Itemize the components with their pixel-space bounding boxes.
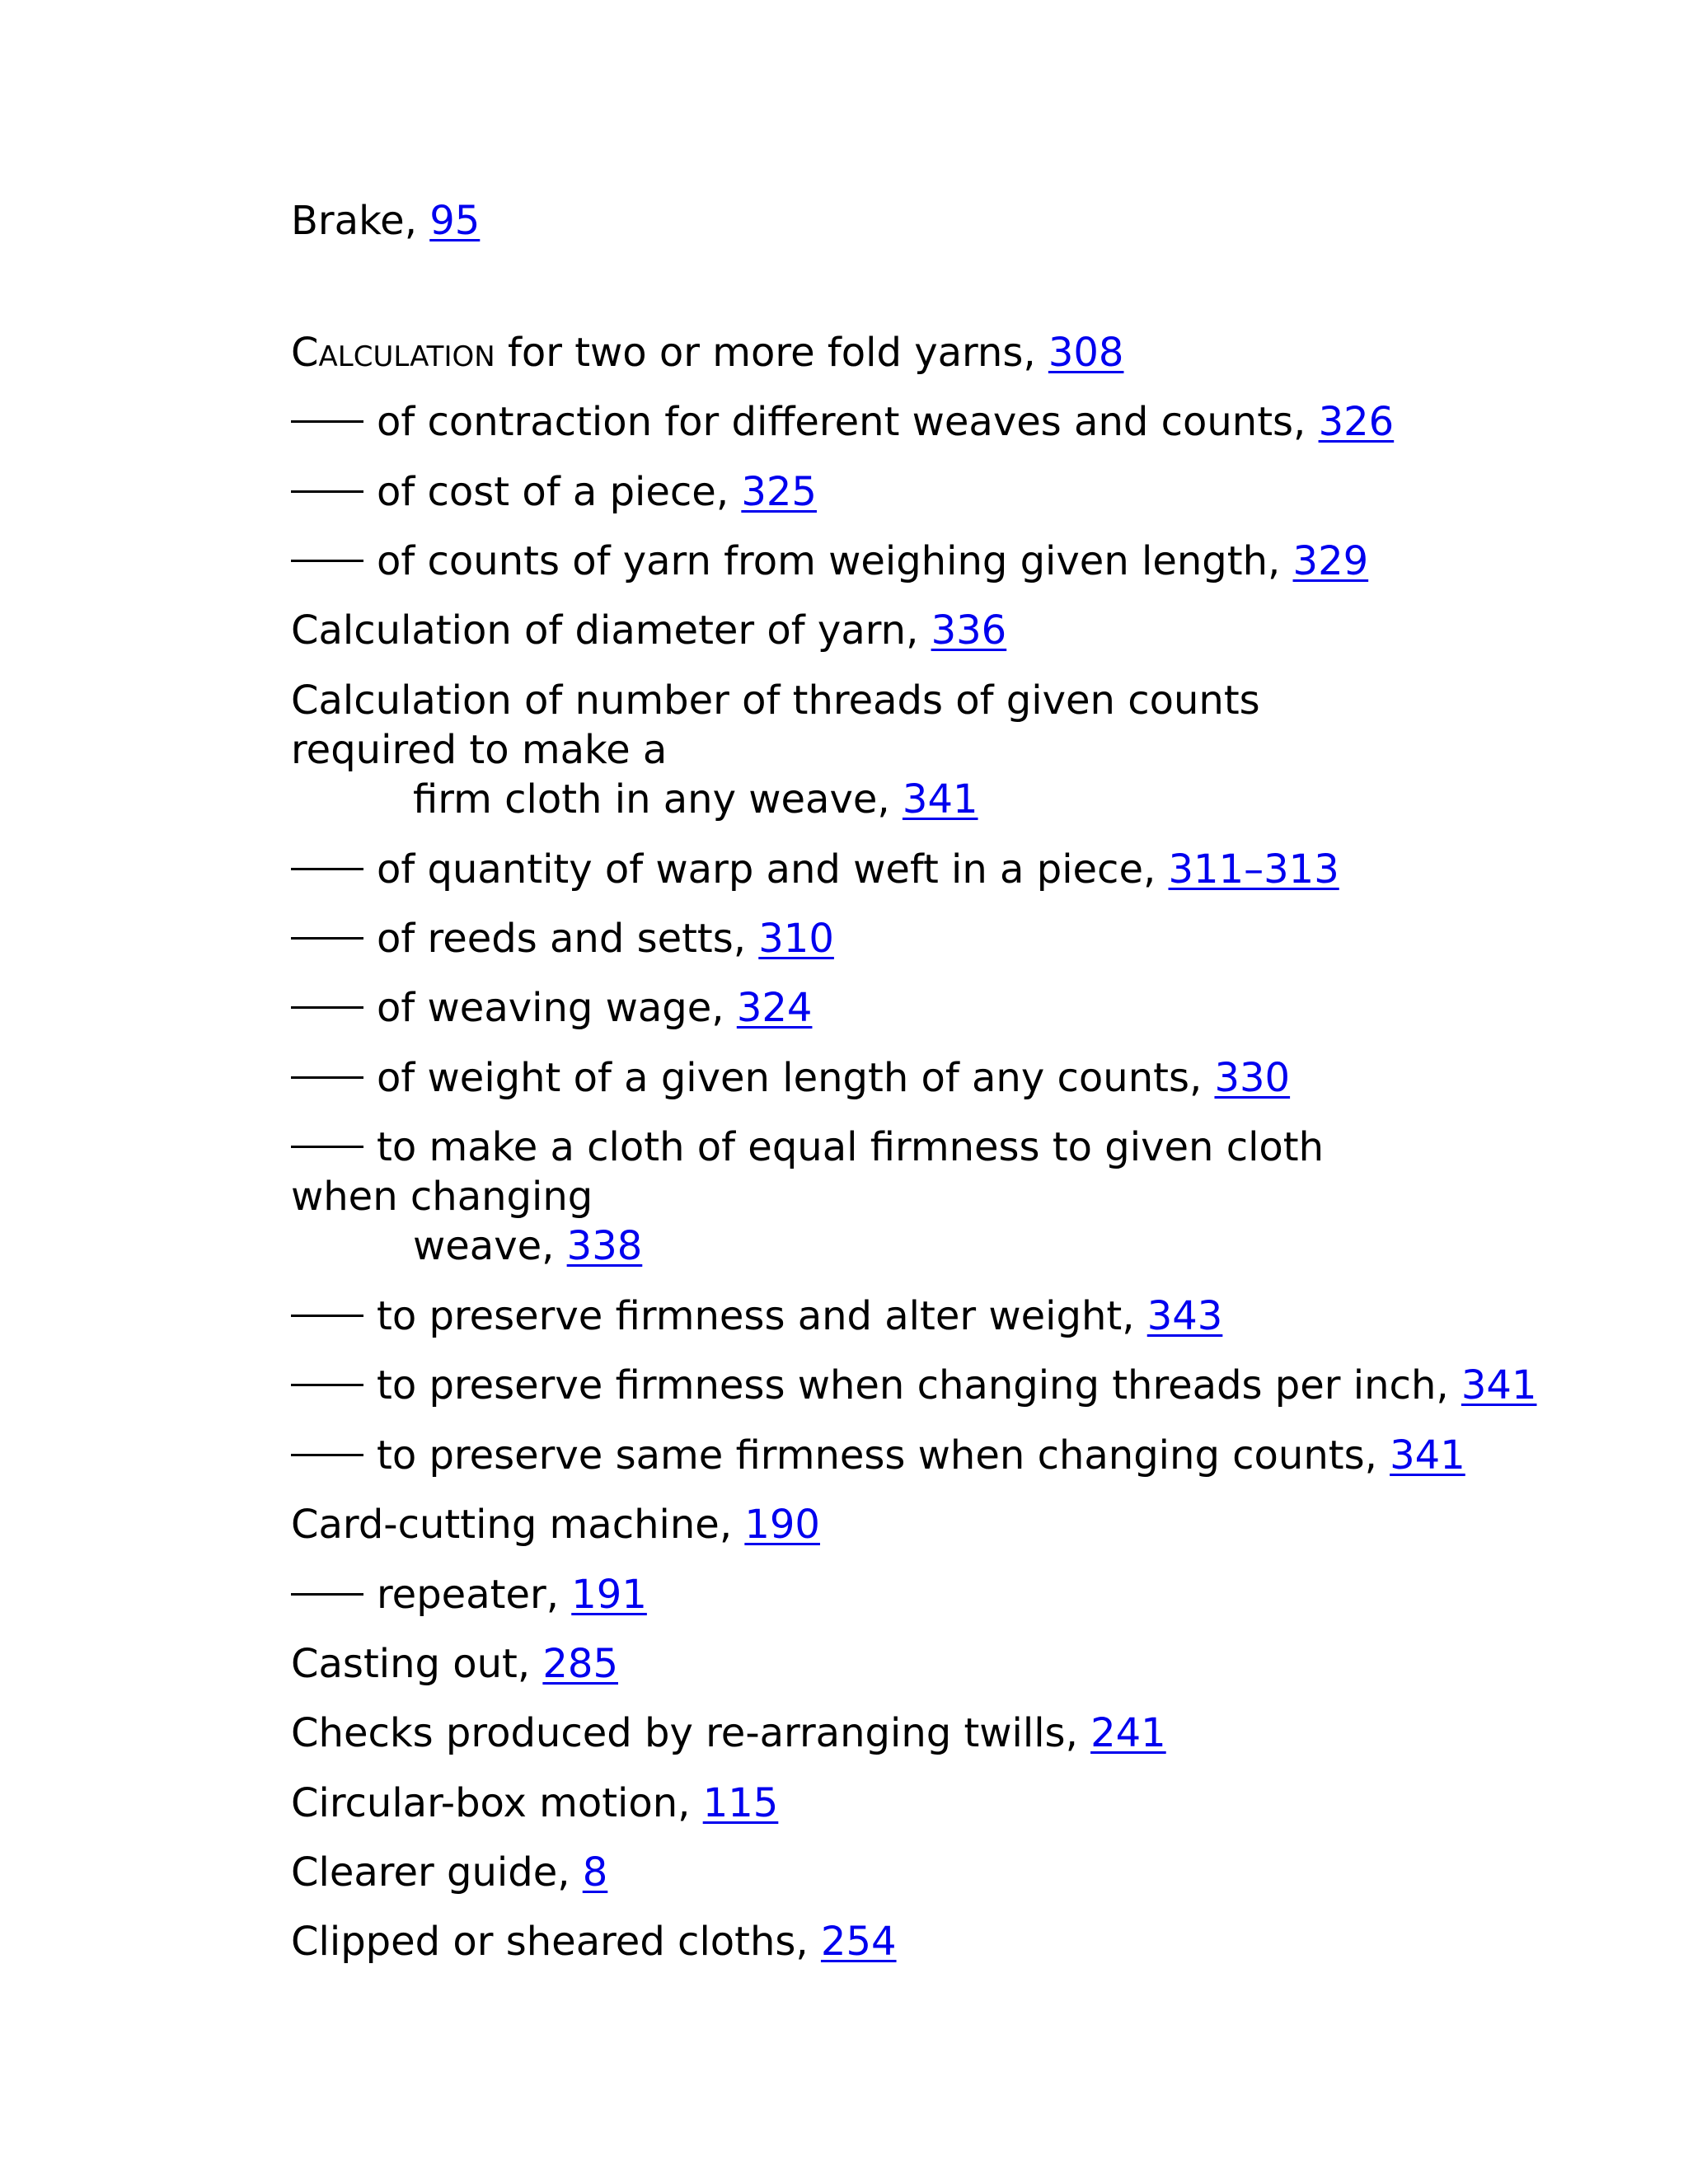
ditto-dash: [291, 490, 363, 493]
entry-text: Calculation of number of threads of given counts required to make a: [291, 677, 1260, 773]
index-entry: [291, 537, 1445, 586]
page-link[interactable]: 241: [1090, 1710, 1166, 1756]
index-entry: [291, 983, 1445, 1033]
entry-text: to make a cloth of equal firmness to given cloth when changing: [291, 1124, 1325, 1220]
page-link[interactable]: 95: [429, 198, 481, 244]
entry-continuation-text: firm cloth in any weave,: [413, 776, 903, 823]
index-entry: [291, 1291, 1445, 1341]
index-entry: [291, 1053, 1445, 1103]
entry-text: to preserve firmness and alter weight,: [377, 1293, 1147, 1339]
ditto-dash: [291, 937, 363, 940]
index-entry: [291, 1431, 1465, 1480]
index-entry: [291, 606, 1445, 655]
entry-text: Casting out,: [291, 1641, 543, 1687]
ditto-dash: [291, 1076, 363, 1079]
entry-heading-smallcaps: Calculation: [291, 330, 495, 376]
entry-text: of counts of yarn from weighing given length,: [377, 538, 1293, 584]
page-link[interactable]: 343: [1146, 1293, 1223, 1339]
page-link[interactable]: 336: [931, 607, 1007, 654]
page-link[interactable]: 254: [820, 1919, 897, 1965]
index-entry: [291, 196, 1445, 246]
page-link[interactable]: 341: [902, 776, 978, 823]
page-link[interactable]: 285: [542, 1641, 618, 1687]
page-link[interactable]: 330: [1214, 1055, 1291, 1101]
entry-text: Clearer guide,: [291, 1849, 583, 1896]
entry-text: Circular-box motion,: [291, 1780, 703, 1826]
entry-text: for two or more fold yarns,: [495, 330, 1048, 376]
ditto-dash: [291, 560, 363, 562]
index-entry: [291, 914, 1445, 963]
index-entry: [291, 676, 1428, 824]
entry-text: Brake,: [291, 198, 430, 244]
ditto-dash: [291, 1593, 363, 1596]
page-link[interactable]: 8: [582, 1849, 608, 1896]
index-entry: [291, 328, 1445, 377]
entry-text: of reeds and setts,: [377, 916, 759, 962]
index-entry: [291, 1708, 1445, 1758]
entry-text: to preserve firmness when changing threads per inch,: [377, 1362, 1461, 1408]
entry-text: Calculation of diameter of yarn,: [291, 607, 931, 654]
page-link[interactable]: 324: [736, 985, 813, 1031]
entry-text: of weaving wage,: [377, 985, 737, 1031]
page-link[interactable]: 329: [1292, 538, 1369, 584]
ditto-dash: [291, 420, 363, 423]
page-link[interactable]: 190: [744, 1502, 820, 1548]
page-link[interactable]: 115: [702, 1780, 779, 1826]
entry-text: Card-cutting machine,: [291, 1502, 745, 1548]
index-entry: [291, 1500, 1445, 1549]
index-entry: [291, 397, 1445, 447]
index-entry: [291, 467, 1445, 517]
index-entry: [291, 1848, 1445, 1897]
page-link[interactable]: 338: [566, 1223, 643, 1269]
page-link[interactable]: 341: [1461, 1362, 1537, 1408]
entry-text: of contraction for different weaves and counts,: [377, 399, 1319, 445]
entry-text: Clipped or sheared cloths,: [291, 1919, 821, 1965]
entry-text: Checks produced by re-arranging twills,: [291, 1710, 1091, 1756]
index-entry: [291, 1639, 1445, 1689]
index-entry: [291, 1917, 1445, 1966]
page-link[interactable]: 308: [1048, 330, 1124, 376]
index-entry: [291, 845, 1445, 894]
entry-text: of weight of a given length of any counts,: [377, 1055, 1215, 1101]
entry-continuation: [291, 775, 1428, 824]
ditto-dash: [291, 1006, 363, 1009]
ditto-dash: [291, 1454, 363, 1456]
page-link[interactable]: 311–313: [1168, 846, 1339, 893]
entry-text: to preserve same firmness when changing counts,: [377, 1432, 1390, 1479]
index-entry: [291, 1570, 1445, 1619]
entry-text: of quantity of warp and weft in a piece,: [377, 846, 1169, 893]
page-link[interactable]: 310: [758, 916, 834, 962]
index-entry: [291, 1361, 1537, 1410]
page-link[interactable]: 191: [571, 1572, 647, 1618]
ditto-dash: [291, 1146, 363, 1148]
ditto-dash: [291, 1384, 363, 1386]
page-link[interactable]: 326: [1318, 399, 1395, 445]
entry-text: repeater,: [377, 1572, 572, 1618]
ditto-dash: [291, 868, 363, 870]
entry-text: of cost of a piece,: [377, 469, 742, 515]
ditto-dash: [291, 1315, 363, 1317]
page-link[interactable]: 325: [741, 469, 817, 515]
index-entry: [291, 1122, 1428, 1271]
index-entry: [291, 1779, 1445, 1828]
entry-continuation: [291, 1221, 1428, 1271]
entry-continuation-text: weave,: [413, 1223, 567, 1269]
page-link[interactable]: 341: [1390, 1432, 1465, 1479]
